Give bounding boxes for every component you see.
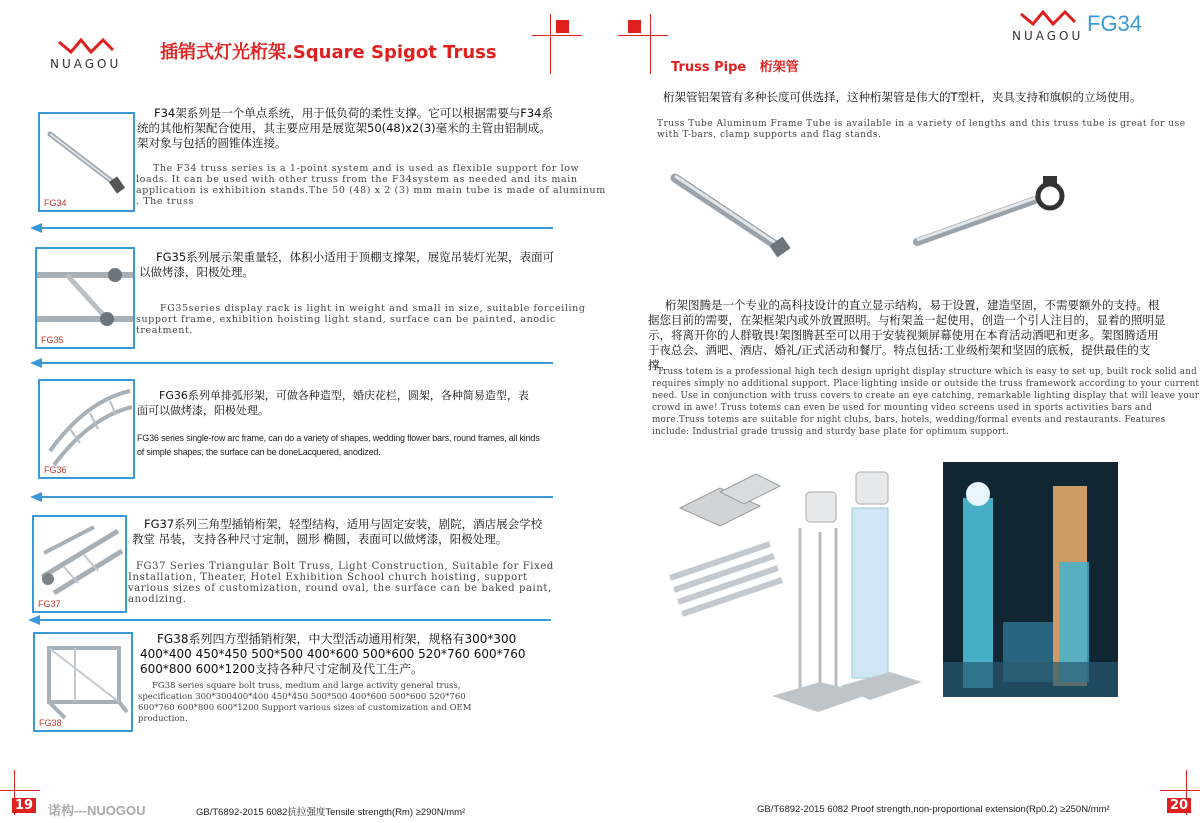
crop-mark-line	[550, 14, 551, 74]
product-image-fg37	[32, 515, 127, 613]
totem-description-cn: 桁架图腾是一个专业的高科技设计的直立显示结构，易于设置，建造坚固，不需要额外的支持。根据您目前的需要，在架框架内或外放置照明。与桁架盖一起使用，创造一个引人注目的，显着的照明显示，将离开你的人群敬畏!架图腾甚至可以用于安装视频屏幕使用在本育活动酒吧和更多。架图腾适用于夜总会、酒吧、酒店、婚礼/正式活动和餐厅。特点包括:工业级桁架和坚固的底板，提供最佳的支撑。	[648, 298, 1166, 372]
event-photo	[943, 462, 1118, 697]
crop-mark-square	[556, 20, 569, 33]
truss-pipe-clamp-image	[905, 170, 1085, 260]
item-description-cn: FG37系列三角型插销桁架，轻型结构，适用与固定安装，剧院，酒店展会学校 教堂 吊装，支持各种尺寸定制，圆形 椭圆，表面可以做烤漆，阳极处理。	[132, 517, 543, 546]
item-description-en: FG38 series square bolt truss, medium and large activity general truss, specification 300*300400*400 450*450 500*500 400*600 500*600 520*760 600*760 600*800 600*1200 Support various sizes of customization and OEM production.	[138, 681, 472, 724]
brand-name: NUAGOU	[50, 57, 122, 71]
series-code: FG34	[1087, 11, 1143, 36]
page-number: 20	[1167, 798, 1191, 813]
product-image-fg36	[38, 379, 135, 479]
pipe-description-cn: 桁架管铝架管有多种长度可供选择，这种桁架管是伟大的T型杆，夹具支持和旗帜的立场使用。	[663, 90, 1142, 104]
crop-mark-line	[650, 14, 651, 74]
arrow-left-icon	[30, 492, 42, 502]
item-description-cn: F34架系列是一个单点系统，用于低负荷的柔性支撑。它可以根据需要与F34系统的其他桁架配合使用，其主要应用是展览架50(48)x2(3)毫米的主管由铝制成。架对象与包括的圆锥体连接。	[137, 106, 553, 150]
product-image-fg38	[33, 632, 133, 732]
brand-logo-mark	[57, 36, 115, 56]
item-label: FG34	[44, 198, 67, 208]
item-description-en: The F34 truss series is a 1-point system and is used as flexible support for low loads. It can be used with other truss from the F34system as needed and its main application is exhibition stands.The 50 (48) x 2 (3) mm main tube is made of aluminum . The truss	[136, 163, 606, 207]
crop-mark-line	[532, 35, 582, 36]
brand-logo-left	[50, 36, 121, 71]
arrow-left-icon	[28, 615, 40, 625]
crop-mark-line	[0, 790, 40, 791]
product-image-fg35	[35, 247, 135, 349]
brand-logo-mark	[1019, 8, 1077, 28]
brand-logo-right	[1012, 8, 1083, 43]
footer-brand: 诺构---NUOGOU	[48, 803, 146, 818]
product-image-fg34	[38, 112, 135, 212]
item-description-en: FG36 series single-row arc frame, can do a variety of shapes, wedding flower bars, round frames, all kinds of simple shapes, the surface can be doneLacquered, anodized.	[137, 433, 540, 457]
footer-standard: GB/T6892-2015 6082抗拉强度Tensile strength(Rm) ≥290N/mm²	[196, 807, 466, 818]
item-description-cn: FG35系列展示架重量轻，体积小适用于顶棚支撑架，展览吊装灯光架，表面可以做烤漆，阳极处理。	[139, 250, 555, 279]
item-description-cn: FG36系列单排弧形架，可做各种造型，婚庆花栏，圆架，各种简易造型，表面可以做烤漆，阳极处理。	[137, 389, 529, 417]
item-label: FG36	[44, 465, 67, 475]
crop-mark-square	[628, 20, 641, 33]
item-description-en: FG37 Series Triangular Bolt Truss, Light Construction, Suitable for Fixed Installation, Theater, Hotel Exhibition School church hoisting, support various sizes of customization, round oval, the surface can be baked paint, anodizing.	[128, 561, 554, 605]
item-description-en: FG35series display rack is light in weight and small in size, suitable forceiling support frame, exhibition hoisting light stand, surface can be painted, anodic treatment.	[136, 303, 586, 336]
truss-pipe-image	[660, 160, 800, 270]
divider-arrow	[38, 227, 553, 229]
crop-mark-line	[618, 35, 668, 36]
item-label: FG38	[39, 718, 62, 728]
footer-standard: GB/T6892-2015 6082 Proof strength,non-proportional extension(Rp0.2) ≥250N/mm²	[757, 804, 1110, 815]
crop-mark-line	[1160, 790, 1200, 791]
section-title: Truss Pipe 桁架管	[671, 60, 799, 75]
brand-name: NUAGOU	[1012, 29, 1084, 43]
page-number: 19	[12, 798, 36, 813]
item-description-cn: FG38系列四方型插销桁架，中大型活动通用桁架，规格有300*300 400*400 450*450 500*500 400*600 500*600 520*760 600*760 600*800 600*1200支持各种尺寸定制及代工生产。	[140, 632, 526, 676]
truss-totem-product-image	[660, 468, 940, 713]
divider-arrow	[38, 362, 553, 364]
item-label: FG37	[38, 599, 61, 609]
arrow-left-icon	[30, 223, 42, 233]
totem-description-en: Truss totem is a professional high tech design upright display structure which is easy to set up, built rock solid and requires simply no additional support. Place lighting inside or outside the truss framework according to your current need. Use in conjunction with truss covers to create an eye catching, remarkable lighting display that will leave your crowd in awe! Truss totems can even be used for mounting video screens used in sports activities bars and more.Truss totems are suitable for night clubs, bars, hotels, wedding/formal events and restaurants. Features include: Industrial grade trussig and sturdy base plate for optimum support.	[652, 367, 1200, 437]
arrow-left-icon	[30, 358, 42, 368]
page-title: 插销式灯光桁架.Square Spigot Truss	[160, 42, 497, 63]
divider-arrow	[36, 619, 551, 621]
item-label: FG35	[41, 335, 64, 345]
pipe-description-en: Truss Tube Aluminum Frame Tube is available in a variety of lengths and this truss tube is great for use with T-bars, clamp supports and flag stands.	[657, 119, 1186, 140]
divider-arrow	[38, 496, 553, 498]
